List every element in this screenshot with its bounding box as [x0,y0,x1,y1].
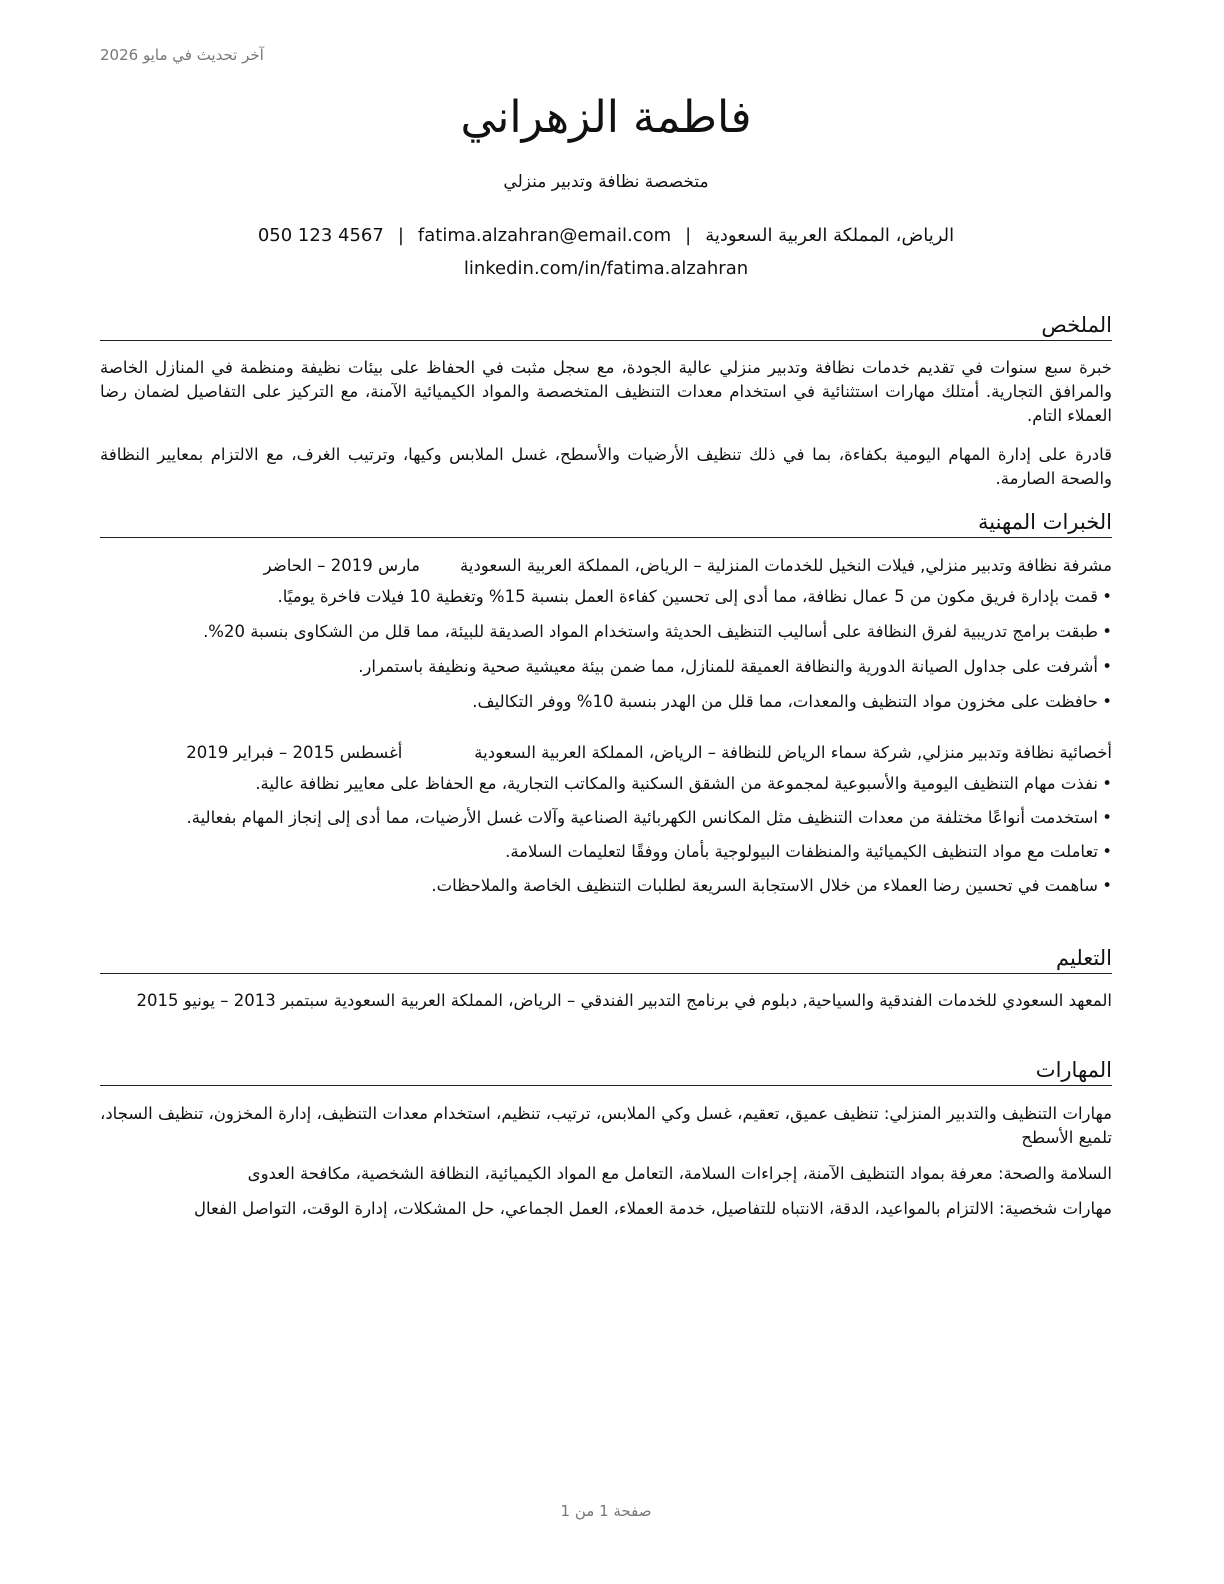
education-heading: التعليم [100,944,1112,974]
job-role-company: أخصائية نظافة وتدبير منزلي, شركة سماء الرياض للنظافة – الرياض، المملكة العربية السعودية [474,743,1112,762]
page-number: صفحة 1 من 1 [560,1502,652,1520]
list-item: • تعاملت مع مواد التنظيف الكيميائية والمنظفات البيولوجية بأمان ووفقًا لتعليمات السلامة. [100,840,1112,864]
linkedin-link[interactable]: linkedin.com/in/fatima.alzahran [463,258,749,279]
contact-separator: | [397,225,404,246]
resume-page [100,0,1112,1584]
summary-paragraph: قادرة على إدارة المهام اليومية بكفاءة، بما في ذلك تنظيف الأرضيات والأسطح، غسل الملابس وكيها، وترتيب الغرف، مع الالتزام بمعايير النظافة والصحة الصارمة. [100,445,1112,488]
skill-item: مهارات شخصية: الالتزام بالمواعيد، الدقة، الانتباه للتفاصيل، خدمة العملاء، العمل الجماعي، حل المشكلات، إدارة الوقت، التواصل الفعال [194,1199,1112,1218]
job-bullets [100,772,1112,908]
list-item: • نفذت مهام التنظيف اليومية والأسبوعية لمجموعة من الشقق السكنية والمكاتب التجارية، مع الحفاظ على معايير نظافة عالية. [100,772,1112,796]
summary-paragraph: خبرة سبع سنوات في تقديم خدمات نظافة وتدبير منزلي عالية الجودة، مع سجل مثبت في الحفاظ على بيئات نظيفة ومنظمة في المنازل الخاصة والمرافق التجارية. أمتلك مهارات استثنائية في استخدام معدات التنظيف المتخصصة والمواد الكيميائية الآمنة، مع التركيز على التفاصيل لضمان رضا العملاء التام. [100,358,1112,425]
candidate-name: فاطمة الزهراني [460,92,752,143]
list-item: • قمت بإدارة فريق مكون من 5 عمال نظافة، مما أدى إلى تحسين كفاءة العمل بنسبة 15% وتغطية 10 فيلات فاخرة يوميًا. [100,585,1112,609]
experience-heading: الخبرات المهنية [100,508,1112,538]
candidate-title: متخصصة نظافة وتدبير منزلي [503,172,709,192]
job-dates: مارس 2019 – الحاضر [263,556,421,575]
education-entry [100,989,1112,1013]
job-header [100,554,1112,578]
contact-line [100,225,1112,246]
list-item: • طبقت برامج تدريبية لفرق النظافة على أساليب التنظيف الحديثة واستخدام المواد الصديقة للبيئة، مما قلل من الشكاوى بنسبة 20%. [100,620,1112,644]
list-item: • ساهمت في تحسين رضا العملاء من خلال الاستجابة السريعة لطلبات التنظيف الخاصة والملاحظات. [100,874,1112,898]
job-dates: أغسطس 2015 – فبراير 2019 [186,743,403,762]
phone-number: 050 123 4567 [257,225,384,246]
job-bullets [100,585,1112,725]
email-link[interactable]: fatima.alzahran@email.com [417,225,672,246]
education-dates: سبتمبر 2013 – يونيو 2015 [136,991,329,1010]
contact-separator: | [685,225,692,246]
list-item: • أشرفت على جداول الصيانة الدورية والنظافة العميقة للمنازل، مما ضمن بيئة معيشية صحية ونظيفة باستمرار. [100,655,1112,679]
education-institution: المعهد السعودي للخدمات الفندقية والسياحية, دبلوم في برنامج التدبير الفندقي – الرياض، المملكة العربية السعودية [333,991,1112,1010]
list-item: • حافظت على مخزون مواد التنظيف والمعدات، مما قلل من الهدر بنسبة 10% ووفر التكاليف. [100,690,1112,714]
skill-item: السلامة والصحة: معرفة بمواد التنظيف الآمنة، إجراءات السلامة، التعامل مع المواد الكيميائية، النظافة الشخصية، مكافحة العدوى [247,1164,1112,1183]
skill-item: مهارات التنظيف والتدبير المنزلي: تنظيف عميق، تعقيم، غسل وكي الملابس، ترتيب، تنظيم، استخدام معدات التنظيف، إدارة المخزون، تنظيف السجاد، تلميع الأسطح [100,1104,1112,1147]
skills-heading: المهارات [100,1056,1112,1086]
location-text: الرياض، المملكة العربية السعودية [705,225,955,246]
list-item: • استخدمت أنواعًا مختلفة من معدات التنظيف مثل المكانس الكهربائية الصناعية وآلات غسل الأرضيات، مما أدى إلى إنجاز المهام بفعالية. [100,806,1112,830]
job-role-company: مشرفة نظافة وتدبير منزلي, فيلات النخيل للخدمات المنزلية – الرياض، المملكة العربية السعودية [460,556,1112,575]
summary-heading: الملخص [100,311,1112,341]
job-header [100,741,1112,765]
last-updated-note: آخر تحديث في مايو 2026 [100,46,264,64]
